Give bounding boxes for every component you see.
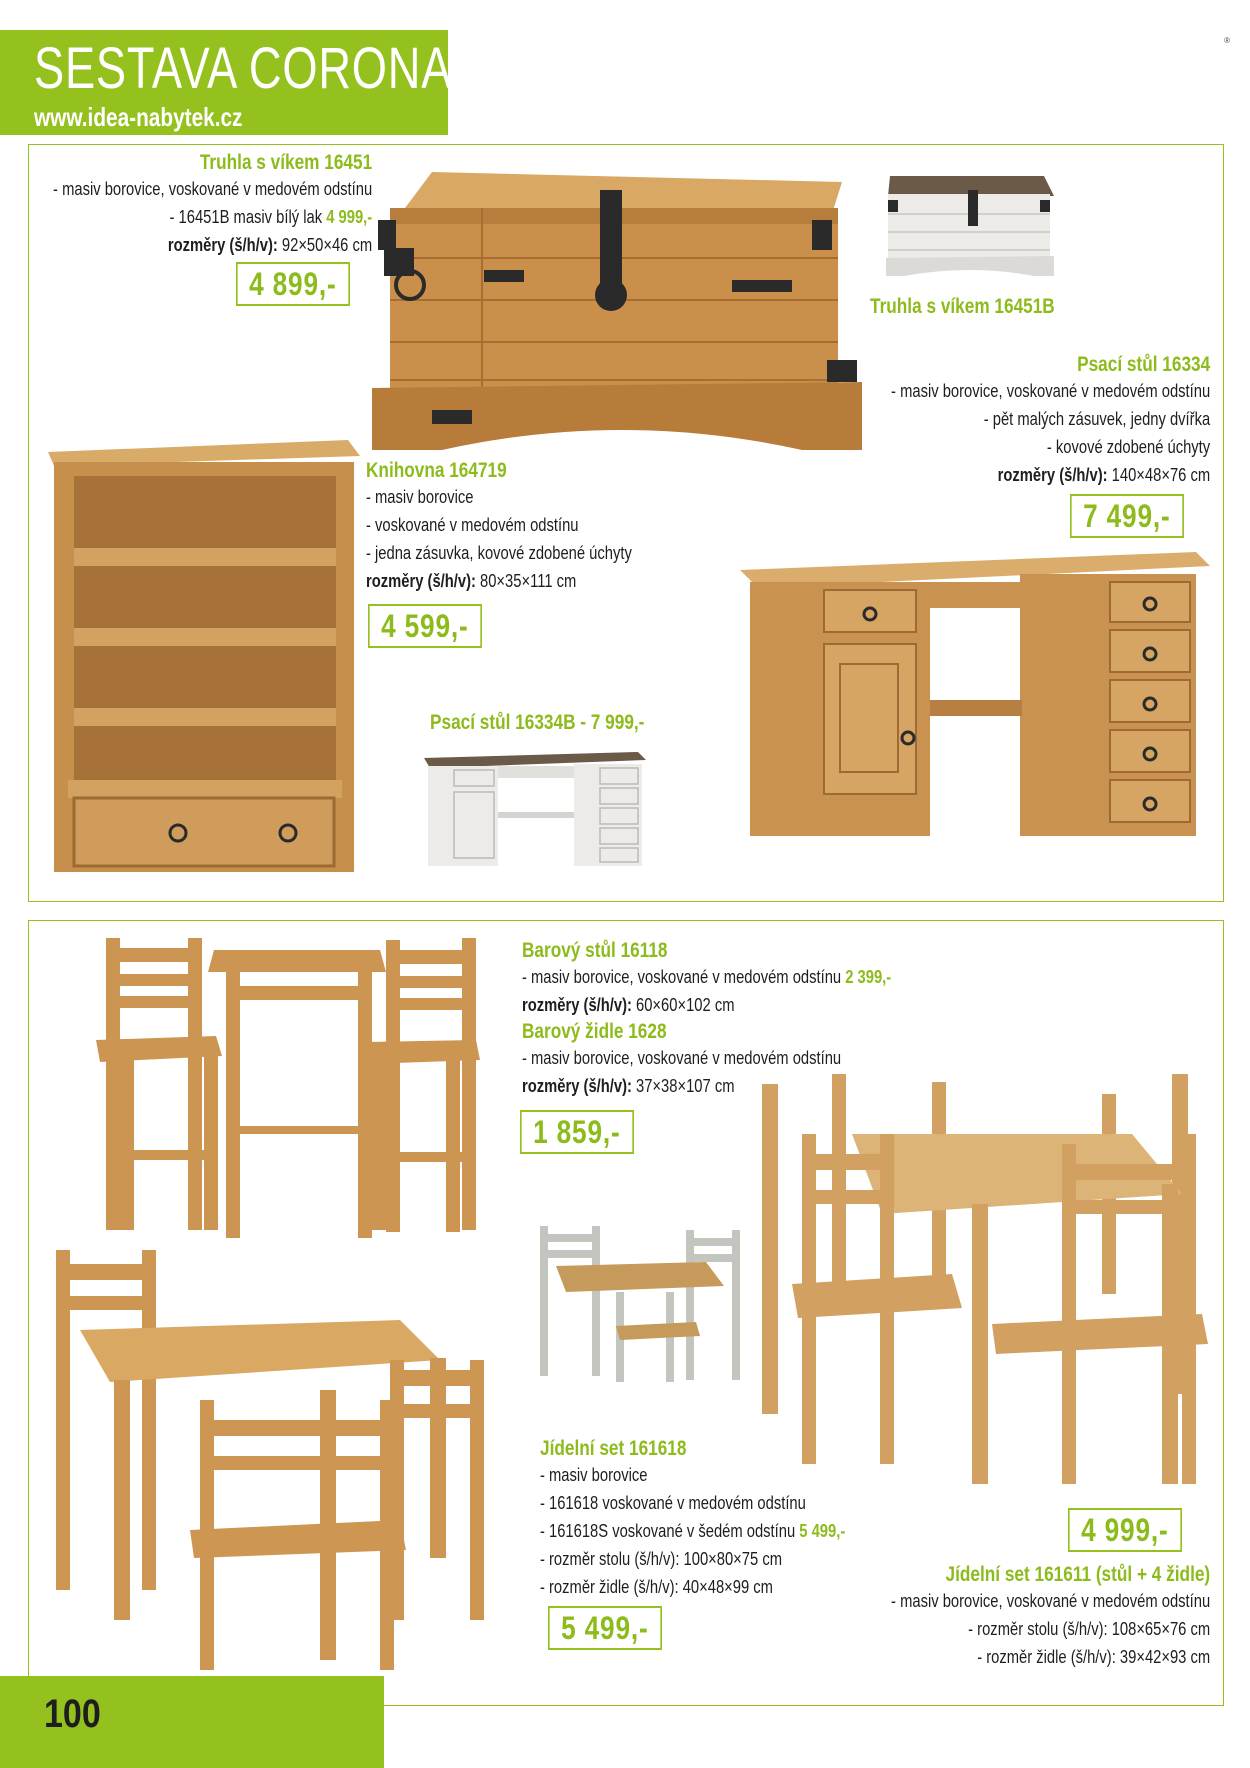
bar-chair-price-tag: 1 859,- [520, 1110, 634, 1154]
dining-set-161618-line4: - rozměr stolu (š/h/v): 100×80×75 cm [540, 1549, 783, 1570]
dining-set-161618-title: Jídelní set 161618 [540, 1437, 687, 1460]
bar-table-dims: rozměry (š/h/v): 60×60×102 cm [522, 995, 735, 1016]
dining-set-161611-info [891, 1562, 1210, 1671]
bookcase-line2: - voskované v medovém odstínu [366, 515, 579, 536]
chest-image [372, 160, 872, 450]
dining-set-161618S-price-inline: 5 499,- [799, 1521, 846, 1542]
desk-line3: - kovové zdobené úchyty [1046, 437, 1210, 458]
dining-set-161618-line3: - 161618S voskované v šedém odstínu 5 499,- [540, 1521, 846, 1542]
desk-image [740, 552, 1210, 842]
bookcase-info [366, 458, 632, 595]
desk-line2: - pět malých zásuvek, jedny dvířka [983, 409, 1210, 430]
desk-dims: rozměry (š/h/v): 140×48×76 cm [997, 465, 1210, 486]
bookcase-price-tag: 4 599,- [368, 604, 482, 648]
dining-set-161618-line2: - 161618 voskované v medovém odstínu [540, 1493, 806, 1514]
website-url[interactable]: www.idea-nabytek.cz [34, 102, 243, 132]
bookcase-image [48, 440, 368, 872]
bar-info [522, 938, 891, 1100]
corner-mark: ® [1224, 36, 1230, 45]
bookcase-line3: - jedna zásuvka, kovové zdobené úchyty [366, 543, 632, 564]
desk-info [891, 352, 1210, 489]
bar-set-image [96, 930, 496, 1240]
chest-price-tag: 4 899,- [236, 262, 350, 306]
desk-title: Psací stůl 16334 [1076, 353, 1210, 376]
dining-set-161618-line1: - masiv borovice [540, 1465, 648, 1486]
desk-white-title: Psací stůl 16334B - 7 999,- [430, 711, 645, 734]
bar-table-price-inline: 2 399,- [845, 967, 892, 988]
dining-set-161618S-image [536, 1226, 750, 1384]
dining-set-161618-info [540, 1436, 845, 1601]
bookcase-title: Knihovna 164719 [366, 459, 507, 482]
chest-line1: - masiv borovice, voskované v medovém odstínu [52, 179, 372, 200]
chest-dims: rozměry (š/h/v): 92×50×46 cm [167, 235, 372, 256]
bar-table-line1: - masiv borovice, voskované v medovém odstínu 2 399,- [522, 967, 892, 988]
bar-table-title: Barový stůl 16118 [522, 939, 668, 962]
desk-price-tag: 7 499,- [1070, 494, 1184, 538]
bookcase-line1: - masiv borovice [366, 487, 474, 508]
dining-set-161618-price-tag: 5 499,- [548, 1606, 662, 1650]
chest-white-title: Truhla s víkem 16451B [870, 295, 1055, 318]
bookcase-dims: rozměry (š/h/v): 80×35×111 cm [366, 571, 577, 592]
page-number: 100 [44, 1692, 101, 1736]
dining-set-161618-line5: - rozměr židle (š/h/v): 40×48×99 cm [540, 1577, 773, 1598]
dining-set-161611-line2: - rozměr stolu (š/h/v): 108×65×76 cm [967, 1619, 1210, 1640]
page-title: SESTAVA CORONA [34, 36, 453, 101]
dining-set-161611-title: Jídelní set 161611 (stůl + 4 židle) [945, 1563, 1210, 1586]
dining-set-161611-price-tag: 4 999,- [1068, 1508, 1182, 1552]
chest-white-image [884, 170, 1060, 276]
desk-white-image [424, 752, 646, 870]
chest-line2: - 16451B masiv bílý lak 4 999,- [169, 207, 372, 228]
dining-set-161618-image [50, 1250, 520, 1670]
dining-set-161611-line3: - rozměr židle (š/h/v): 39×42×93 cm [977, 1647, 1210, 1668]
chest-info [53, 150, 372, 259]
chest-title: Truhla s víkem 16451 [199, 151, 372, 174]
bar-chair-line1: - masiv borovice, voskované v medovém odstínu [522, 1048, 842, 1069]
bar-chair-title: Barový židle 1628 [522, 1020, 667, 1044]
desk-line1: - masiv borovice, voskované v medovém odstínu [890, 381, 1210, 402]
bar-chair-dims: rozměry (š/h/v): 37×38×107 cm [522, 1076, 735, 1097]
chest-white-price-inline: 4 999,- [326, 207, 372, 228]
dining-set-161611-line1: - masiv borovice, voskované v medovém odstínu [890, 1591, 1210, 1612]
